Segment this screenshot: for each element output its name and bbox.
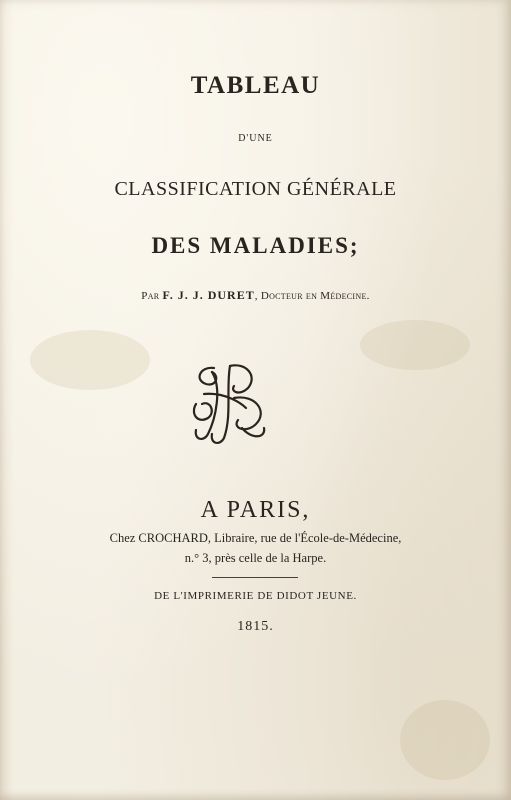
subtitle-line-2: DES MALADIES;	[151, 233, 360, 258]
publisher-line-1: Chez CROCHARD, Libraire, rue de l'École-de-Médecine,	[109, 531, 402, 545]
divider-rule	[212, 577, 298, 578]
author-suffix: , Docteur en Médecine.	[254, 290, 370, 302]
paper-stain	[30, 330, 150, 390]
paper-stain	[360, 320, 470, 370]
author-name: F. J. J. DURET	[162, 288, 255, 302]
monogram-icon	[186, 358, 272, 448]
imprint-city: A PARIS,	[200, 497, 311, 523]
title-connector: D'UNE	[238, 133, 273, 144]
book-title: TABLEAU	[190, 72, 321, 99]
author-line	[0, 288, 511, 303]
printer-line: DE L'IMPRIMERIE DE DIDOT JEUNE.	[154, 590, 357, 602]
author-prefix: Par	[141, 290, 160, 302]
publication-year: 1815.	[237, 619, 274, 634]
subtitle-line-1: CLASSIFICATION GÉNÉRALE	[114, 178, 397, 200]
publisher-line-2: n.° 3, près celle de la Harpe.	[184, 551, 327, 565]
paper-stain	[400, 700, 490, 780]
